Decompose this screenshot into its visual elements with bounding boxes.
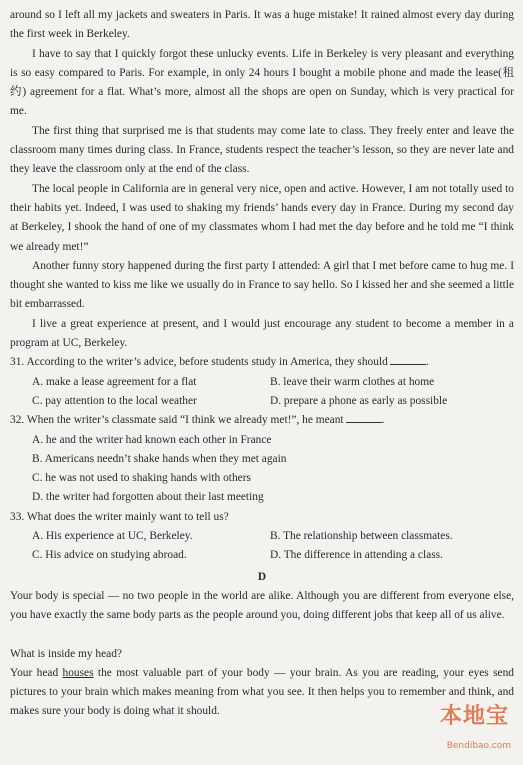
option-a: A. make a lease agreement for a flat [32, 375, 197, 388]
watermark-cn: 本地宝 [439, 704, 509, 729]
passage-paragraph-2: I have to say that I quickly forgot these unlucky events. Life in Berkeley is very pleasant and everything is so easy compared to Paris. For example, in only 24 hours I bought a mobile phone and made the lease(租约) agreement for a flat. What’s more, almost all the shops are open on Sunday, which is very practical for me. [10, 47, 514, 118]
question-33 [10, 508, 514, 566]
passage-paragraph-3: The first thing that surprised me is that students may come late to class. They freely enter and leave the classroom many times during class. In France, students respect the teacher’s lesson, so they are never late and they leave the classroom only at the end of the class. [10, 124, 514, 176]
option-c: C. His advice on studying abroad. [32, 549, 187, 562]
option-d: D. the writer had forgotten about their last meeting [32, 491, 264, 504]
option-d: D. The difference in attending a class. [270, 549, 443, 562]
question-32-options [10, 431, 514, 508]
option-a: A. His experience at UC, Berkeley. [32, 530, 193, 543]
section-d-heading: What is inside my head? [10, 647, 122, 660]
section-d-intro: Your body is special — no two people in the world are alike. Although you are different from everyone else, you have exactly the same body parts as the people around you, doing different jobs that keep all of us alive. [10, 589, 514, 622]
option-c: C. pay attention to the local weather [32, 394, 197, 407]
option-a: A. he and the writer had known each other in France [32, 433, 272, 446]
section-label: D [257, 570, 267, 583]
passage-paragraph-1: around so I left all my jackets and sweaters in Paris. It was a huge mistake! It rained almost every day during the first week in Berkeley. [10, 9, 514, 41]
option-b: B. The relationship between classmates. [270, 530, 453, 543]
question-31-stem: 31. According to the writer’s advice, before students study in America, they should [10, 356, 388, 369]
question-32: 32. When the writer’s classmate said “I think we already met!”, he meant . A. he and the writer had known each other in France B. Americans needn’t shake hands when they met again C. he was not used to shaking hands with others D. the writer had forgotten about their last meeting [10, 411, 514, 507]
question-32-stem: 32. When the writer’s classmate said “I think we already met!”, he meant [10, 414, 344, 427]
watermark-logo [407, 704, 517, 757]
section-d-body: Your head houses the most valuable part of your body — your brain. As you are reading, your eyes send pictures to your brain which makes meaning from what you see. It then helps you to remember and think, and makes sure your body is doing what it should. [10, 666, 514, 718]
question-31-options [10, 373, 514, 412]
answer-blank [346, 412, 382, 423]
watermark-en: Bendibao.com [446, 741, 511, 751]
passage-paragraph-5: Another funny story happened during the first party I attended: A girl that I met before came to hug me. I thought she wanted to kiss me like we usually do in France to say hello. So I kissed her and she seemed a little bit embarrassed. [10, 259, 514, 311]
option-b: B. Americans needn’t shake hands when they met again [32, 452, 287, 465]
document-page [10, 6, 514, 722]
option-b: B. leave their warm clothes at home [270, 375, 435, 388]
underlined-word: houses [62, 666, 94, 679]
option-c: C. he was not used to shaking hands with others [32, 472, 251, 485]
answer-blank [390, 354, 426, 365]
question-33-options [10, 527, 514, 566]
option-d: D. prepare a phone as early as possible [270, 394, 448, 407]
question-31: 31. According to the writer’s advice, before students study in America, they should . A. make a lease agreement for a flat B. leave their warm clothes at home C. pay attention to the local weather D. prepare a phone as early as possible [10, 353, 514, 411]
question-33-stem: 33. What does the writer mainly want to tell us? [10, 510, 229, 523]
passage-paragraph-6: I live a great experience at present, and I would just encourage any student to become a member in a program at UC, Berkeley. [10, 317, 514, 350]
passage-paragraph-4: The local people in California are in general very nice, open and active. However, I am not totally used to their habits yet. Indeed, I was used to shaking my friends’ hands every day in France. During my second day at Berkeley, I shook the hand of one of my classmates whom I had met the day before and he told me “I think we already met!” [10, 182, 514, 253]
